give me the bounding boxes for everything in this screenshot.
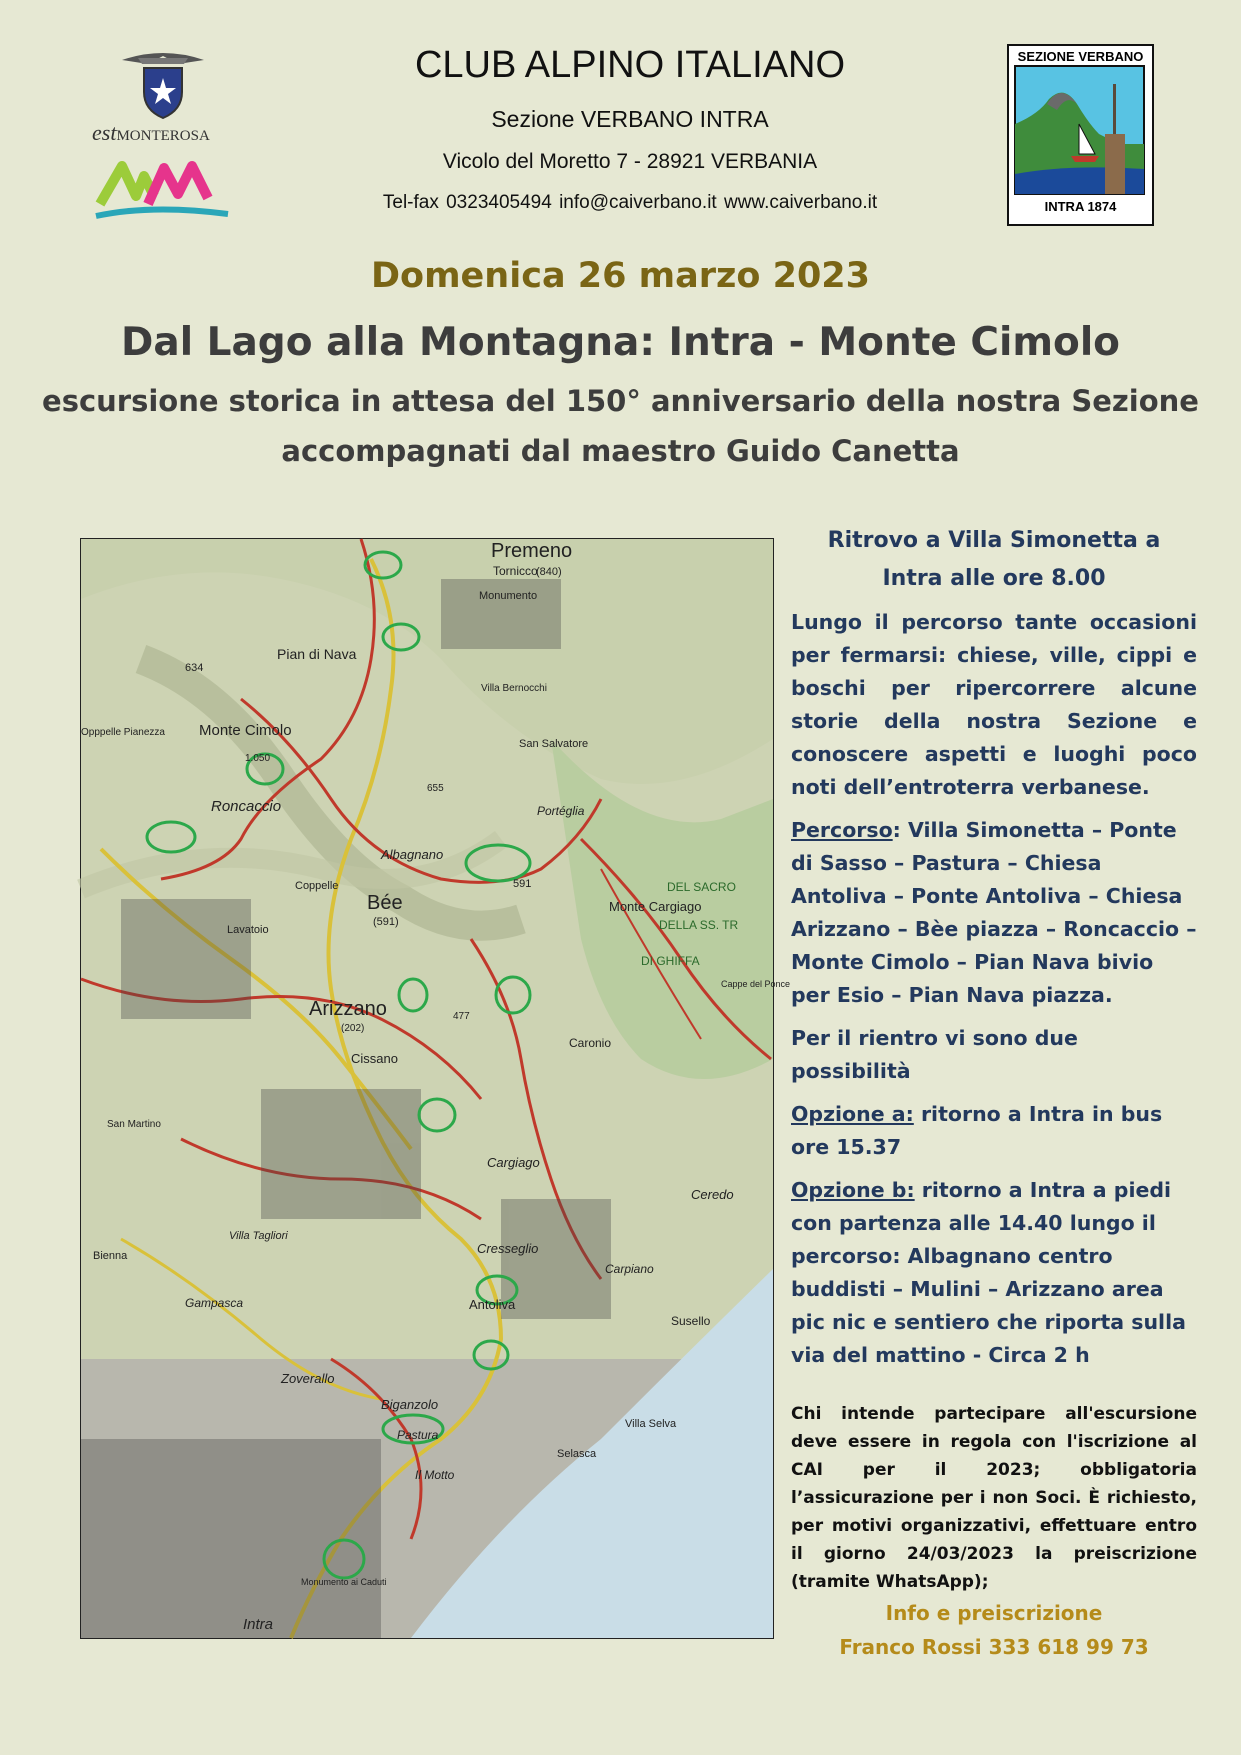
option-a-label: Opzione a:: [791, 1102, 914, 1126]
map-label: Villa Tagliori: [229, 1230, 288, 1242]
map-label: Susello: [671, 1314, 711, 1328]
option-b-paragraph: [791, 1174, 1197, 1372]
map-label: Villa Bernocchi: [481, 683, 547, 694]
option-b-label: Opzione b:: [791, 1178, 915, 1202]
event-date: Domenica 26 marzo 2023: [370, 256, 871, 296]
cai-emblem-icon: [118, 44, 208, 120]
event-title: Dal Lago alla Montagna: Intra - Monte Cimolo: [121, 320, 1120, 365]
map-label: 655: [427, 783, 444, 794]
registration-note: Chi intende partecipare all'escursione deve essere in regola con l'iscrizione al CAI per il 2023; obbligatoria l’assicurazione per i non Soci. È richiesto, per motivi organizzativi, effettuare entro il giorno 24/03/2023 la preiscrizione (tramite WhatsApp);: [791, 1404, 1197, 1592]
event-subtitle-1: escursione storica in attesa del 150° anniversario della nostra Sezione: [42, 384, 1199, 418]
map-label: DI GHIFFA: [641, 954, 700, 968]
info-block: [791, 1596, 1197, 1664]
map-label: Opppelle Pianezza: [81, 727, 165, 738]
map-label: Carpiano: [605, 1262, 654, 1276]
map-label: (840): [536, 566, 562, 578]
monterosa-mark-icon: [92, 146, 242, 226]
map-label: Roncaccio: [211, 798, 282, 815]
map-label: Coppelle: [295, 880, 339, 892]
map-label: Villa Selva: [625, 1418, 677, 1430]
contact-line: Tel-fax 0323405494 info@caiverbano.it www.caiverbano.it: [382, 192, 878, 213]
map-label: Caronio: [569, 1036, 612, 1050]
map-label: 1.050: [245, 753, 271, 764]
option-a-paragraph: [791, 1098, 1197, 1164]
estmonterosa-logo: [92, 120, 242, 230]
info-title: Info e preiscrizione: [885, 1601, 1103, 1625]
map-label: Albagnano: [381, 847, 444, 862]
map-label: Arizzano: [309, 998, 387, 1020]
cai-emblem-logo: [118, 44, 208, 120]
sezione-verbano-logo: [1007, 44, 1154, 226]
map-label: Bienna: [93, 1250, 128, 1262]
map-label: Antoliva: [469, 1297, 516, 1312]
map-label: Premeno: [491, 540, 573, 562]
map-label: Selasca: [557, 1448, 597, 1460]
topographic-map: [81, 539, 791, 1638]
map-label: Portéglia: [537, 804, 585, 818]
map-label: Biganzolo: [381, 1397, 439, 1412]
meeting-point-line-1: Ritrovo a Villa Simonetta a: [827, 528, 1161, 553]
map-label: (202): [341, 1023, 365, 1034]
event-details: [791, 522, 1197, 1664]
option-b-text: ritorno a Intra a piedi con partenza alle 14.40 lungo il percorso: Albagnano centro buddisti – Mulini – Arizzano area pic nic e sentiero che riporta sulla via del mattino - Circa 2 h: [791, 1178, 1186, 1367]
club-title: CLUB ALPINO ITALIANO: [414, 44, 846, 86]
logo-top-label: SEZIONE VERBANO: [1017, 49, 1144, 64]
map-label: (591): [373, 916, 399, 928]
route-label: Percorso: [791, 818, 893, 842]
map-label: Monumento: [479, 590, 538, 602]
logo-bottom-label: INTRA 1874: [1044, 199, 1117, 214]
map-label: DEL SACRO: [667, 880, 736, 894]
option-a-text: ritorno a Intra in bus ore 15.37: [791, 1102, 1163, 1159]
intro-paragraph: Lungo il percorso tante occasioni per fermarsi: chiese, ville, cippi e boschi per ripercorrere alcune storie della nostra Sezione e conoscere aspetti e luoghi poco noti dell’entroterra verbanese.: [791, 610, 1197, 799]
map-label: San Salvatore: [519, 738, 589, 750]
info-contact: Franco Rossi 333 618 99 73: [839, 1635, 1149, 1659]
section-name: Sezione VERBANO INTRA: [491, 106, 769, 132]
map-label: Pian di Nava: [277, 646, 357, 662]
event-subtitle-2: accompagnati dal maestro Guido Canetta: [281, 434, 960, 468]
map-label: Il Motto: [415, 1468, 455, 1482]
map-label: San Martino: [107, 1119, 161, 1130]
map-label: Bée: [367, 892, 403, 914]
route-paragraph: [791, 814, 1197, 1012]
trail-map: [80, 538, 791, 1639]
address: Vicolo del Moretto 7 - 28921 VERBANIA: [442, 150, 818, 173]
map-label: Pastura: [397, 1428, 439, 1442]
logo-est-text: est: [92, 120, 117, 145]
map-label: 634: [185, 662, 204, 674]
map-label: DELLA SS. TR: [659, 918, 739, 932]
map-label: Zoverallo: [281, 1371, 335, 1386]
map-label: Intra: [243, 1616, 274, 1633]
map-label: Cargiago: [487, 1155, 540, 1170]
map-label: Ceredo: [691, 1187, 734, 1202]
map-label: 591: [513, 878, 532, 890]
return-options-intro: Per il rientro vi sono due possibilità: [791, 1026, 1078, 1083]
map-label: Tornicco: [493, 564, 538, 578]
meeting-point: [791, 522, 1197, 598]
map-label: Gampasca: [185, 1296, 244, 1310]
map-label: Cappe del Ponce: [721, 979, 791, 989]
meeting-point-line-2: Intra alle ore 8.00: [882, 566, 1106, 591]
logo-brand-text: MONTEROSA: [116, 128, 210, 144]
lake-mountain-illustration: [1009, 64, 1150, 199]
route-text: : Villa Simonetta – Ponte di Sasso – Pastura – Chiesa Antoliva – Ponte Antoliva – Chiesa Arizzano – Bèe piazza – Roncaccio – Monte Cimolo – Pian Nava bivio per Esio – Pian Nava piazza.: [791, 818, 1197, 1007]
map-label: Lavatoio: [227, 924, 269, 936]
map-label: Cissano: [351, 1051, 398, 1066]
map-label: 477: [453, 1011, 470, 1022]
map-label: Monte Cimolo: [199, 722, 292, 739]
map-label: Monte Cargiago: [609, 899, 702, 914]
map-label: Cresseglio: [477, 1241, 539, 1256]
map-label: Monumento ai Caduti: [301, 1577, 387, 1587]
